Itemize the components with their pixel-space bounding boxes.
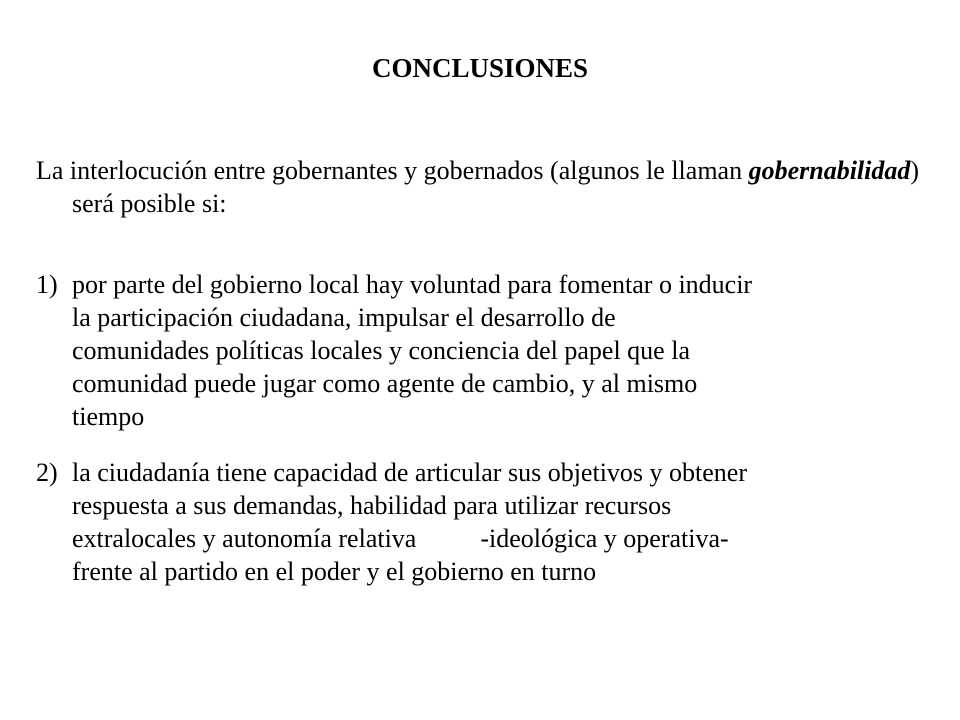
list-item-line: comunidad puede jugar como agente de cambio, y al mismo (72, 369, 698, 398)
list-item-line: extralocales y autonomía relativa (72, 524, 417, 553)
list-item-number: 1) (36, 270, 58, 299)
intro-emphasis: gobernabilidad (748, 156, 911, 185)
intro-paragraph (36, 154, 960, 220)
list-item-line: la ciudadanía tiene capacidad de articular sus objetivos y obtener (72, 458, 747, 487)
list-item-body (36, 456, 926, 588)
list-item-line-split (72, 522, 926, 555)
slide-title: CONCLUSIONES (371, 53, 589, 83)
list-item-line: respuesta a sus demandas, habilidad para utilizar recursos (72, 491, 672, 520)
list-item-line: tiempo (72, 402, 145, 431)
list-item-line: la participación ciudadana, impulsar el desarrollo de (72, 303, 616, 332)
list-item-line: -ideológica y operativa- (480, 524, 729, 553)
list-item-line: frente al partido en el poder y el gobierno en turno (72, 557, 597, 586)
list-item-body (36, 268, 926, 433)
list-item-2 (36, 456, 926, 588)
list-item-line: comunidades políticas locales y conciencia del papel que la (72, 336, 690, 365)
list-item-line: por parte del gobierno local hay voluntad para fomentar o inducir (72, 270, 753, 299)
list-item-number: 2) (36, 458, 58, 487)
intro-text-after: ) será posible si: (72, 156, 920, 218)
intro-text-before: La interlocución entre gobernantes y gobernados (algunos le llaman (36, 156, 743, 185)
list-item-1 (36, 268, 926, 433)
